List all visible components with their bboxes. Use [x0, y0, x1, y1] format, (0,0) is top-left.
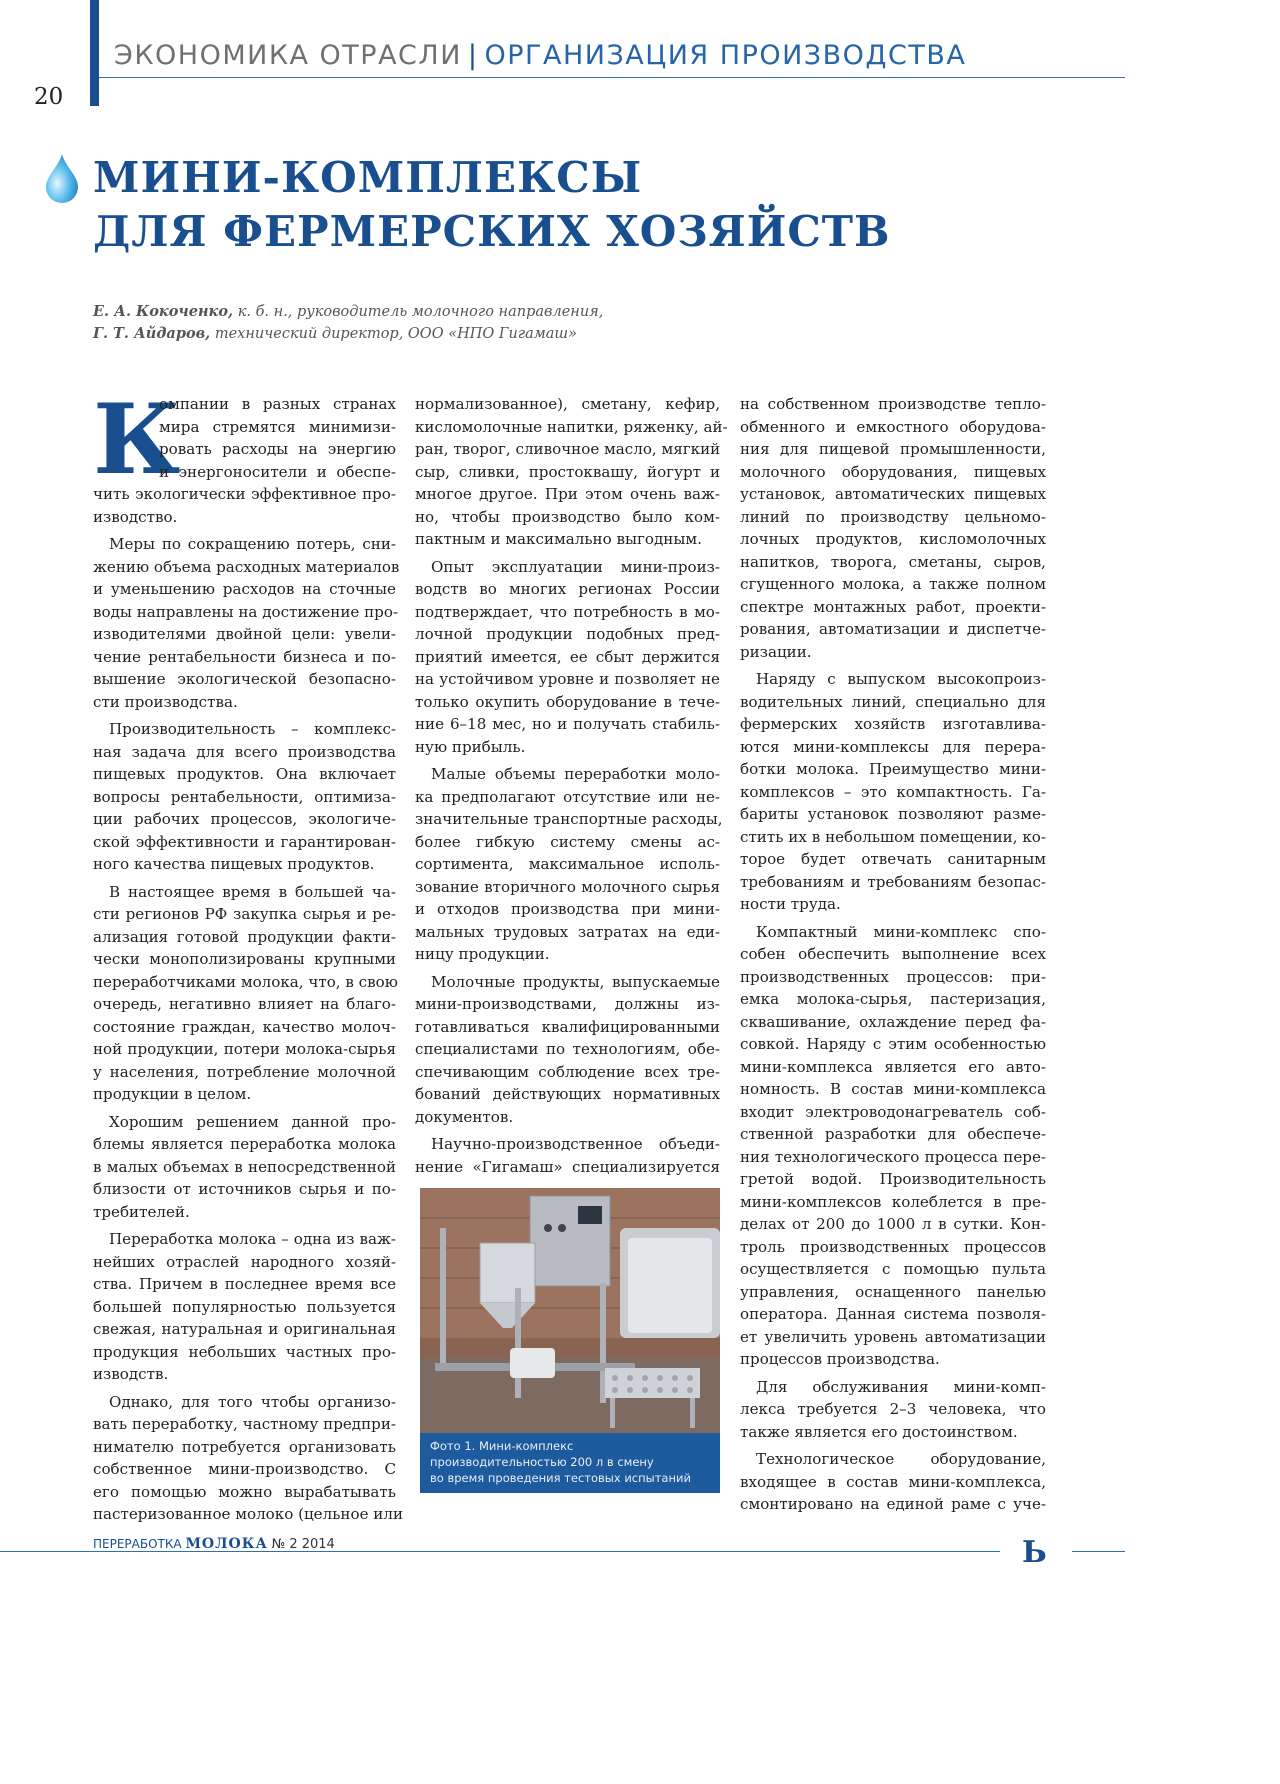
col1-line: вопросы рентабельности, оптимиза-: [93, 787, 396, 806]
title-line-2: ДЛЯ ФЕРМЕРСКИХ ХОЗЯЙСТВ: [93, 207, 891, 256]
col3-line: входит электроводонагреватель соб-: [740, 1102, 1046, 1121]
col1-line: в малых объемах в непосредственной: [93, 1157, 396, 1176]
caption-line-3: во время проведения тестовых испытаний: [430, 1471, 691, 1485]
col3-line: ния для пищевой промышленности,: [740, 440, 1046, 458]
logo-glyph: Ь: [1022, 1535, 1047, 1568]
col2-line: документов.: [415, 1107, 514, 1126]
col1-line: изводителями двойной цели: увели-: [93, 625, 396, 643]
col2-line: лочной продукции подобных пред-: [415, 625, 720, 643]
col2-line: сортимента, максимальное исполь-: [415, 855, 720, 873]
col3-line: смонтировано на единой раме с уче-: [740, 1495, 1046, 1513]
col1-line: пищевых продуктов. Она включает: [93, 765, 396, 783]
col1-line: его помощью можно вырабатывать: [93, 1482, 396, 1501]
col3-line: делах от 200 до 1000 л в сутки. Кон-: [740, 1215, 1046, 1233]
col1-line: свежая, натуральная и оригинальная: [93, 1320, 396, 1338]
col3-line: лекса требуется 2–3 человека, что: [740, 1400, 1046, 1418]
col1-line: мира стремятся минимизи-: [159, 417, 396, 436]
col2-line: мини-производствами, должны из-: [415, 995, 720, 1013]
col2-line: на устойчивом уровне и позволяет не: [415, 670, 720, 688]
col3-line: сквашивание, охлаждение перед фа-: [740, 1012, 1046, 1031]
col2-line: специалистами по технологиям, обе-: [415, 1040, 720, 1058]
col3-line: процессов производства.: [740, 1350, 940, 1368]
col3-line: Компактный мини-комплекс спо-: [756, 922, 1046, 941]
col1-line: ства. Причем в последнее время все: [93, 1275, 396, 1293]
col1-line: продукции в целом.: [93, 1085, 252, 1103]
col3-line: напитков, творога, сметаны, сыров,: [740, 552, 1046, 571]
col2-line: более гибкую систему смены ас-: [415, 832, 720, 851]
col2-line: Опыт эксплуатации мини-произ-: [431, 557, 720, 576]
col1-line: близости от источников сырья и по-: [93, 1180, 396, 1198]
col1-line: Переработка молока – одна из важ-: [109, 1230, 396, 1248]
col2-line: значительные транспортные расходы,: [415, 810, 723, 828]
col3-line: на собственном производстве тепло-: [740, 395, 1046, 413]
authors: [93, 301, 603, 345]
col3-line: установок, автоматических пищевых: [740, 485, 1046, 503]
col1-line: изводство.: [93, 507, 178, 526]
col3-line: емка молока-сырья, пастеризация,: [740, 990, 1046, 1008]
col1-line: ской эффективности и гарантирован-: [93, 832, 396, 851]
issue-number: № 2 2014: [271, 1537, 335, 1552]
col3-line: ния технологического процесса пере-: [740, 1147, 1046, 1166]
col2-line: Малые объемы переработки моло-: [431, 765, 720, 783]
col1-line: чить экологически эффективное про-: [93, 485, 396, 503]
col2-line: нение «Гигамаш» специализируется: [415, 1157, 720, 1176]
section-header: [114, 40, 966, 71]
col3-line: фермерских хозяйств изготавлива-: [740, 715, 1046, 733]
col2-line: водств во многих регионах России: [415, 580, 720, 598]
col1-line: чески монополизированы крупными: [93, 950, 396, 968]
equipment-photo: [420, 1188, 720, 1433]
col3-line: также является его достоинством.: [740, 1422, 1018, 1441]
col3-line: производственных процессов: при-: [740, 967, 1046, 986]
drop-cap: К: [93, 383, 181, 496]
col1-line: Хорошим решением данной про-: [109, 1112, 396, 1131]
col3-line: ризации.: [740, 642, 812, 661]
photo-caption: [430, 1438, 715, 1486]
title-line-1: МИНИ-КОМПЛЕКСЫ: [93, 153, 643, 202]
publisher-logo: [1000, 1530, 1072, 1568]
col1-line: жению объема расходных материалов: [93, 557, 400, 576]
col3-line: обменного и емкостного оборудова-: [740, 417, 1046, 436]
col3-line: собен обеспечить выполнение всех: [740, 945, 1046, 963]
col3-line: молочного оборудования, пищевых: [740, 462, 1046, 481]
col3-line: мини-комплексов колеблется в пре-: [740, 1192, 1046, 1211]
col2-line: Научно-производственное объеди-: [431, 1135, 720, 1153]
col3-line: ности труда.: [740, 895, 841, 913]
col3-line: ственной разработки для обеспече-: [740, 1125, 1046, 1143]
col3-line: совкой. Наряду с этим особенностью: [740, 1035, 1046, 1053]
section-left: ЭКОНОМИКА ОТРАСЛИ: [114, 40, 462, 71]
col1-line: пастеризованное молоко (цельное или: [93, 1505, 404, 1523]
col3-line: Технологическое оборудование,: [756, 1450, 1046, 1468]
col1-line: ной продукции, потери молока-сырья: [93, 1040, 396, 1058]
col2-line: ние 6–18 мес, но и получать стабиль-: [415, 715, 720, 733]
col2-line: Молочные продукты, выпускаемые: [431, 972, 720, 991]
col3-line: торое будет отвечать санитарным: [740, 850, 1046, 868]
section-right: ОРГАНИЗАЦИЯ ПРОИЗВОДСТВА: [484, 40, 967, 71]
col1-line: сти регионов РФ закупка сырья и ре-: [93, 905, 396, 923]
col3-line: водительных линий, специально для: [740, 692, 1046, 711]
col1-line: вать переработку, частному предпри-: [93, 1415, 396, 1433]
col2-line: бований действующих нормативных: [415, 1085, 720, 1103]
col1-line: ровать расходы на энергию: [159, 440, 396, 458]
text-column-3: [740, 393, 1046, 1516]
col2-line: ную прибыль.: [415, 737, 526, 756]
col3-line: рования, автоматизации и диспетче-: [740, 620, 1046, 638]
col2-line: мальных трудовых затратах на еди-: [415, 922, 720, 941]
col1-line: ализация готовой продукции факти-: [93, 927, 396, 946]
col2-line: ран, творог, сливочное масло, мягкий: [415, 440, 721, 458]
text-column-2: [415, 393, 728, 1178]
author-1-role: к. б. н., руководитель молочного направления,: [237, 304, 604, 320]
magazine-prefix: ПЕРЕРАБОТКА: [93, 1537, 182, 1551]
col2-line: зование вторичного молочного сырья: [415, 877, 720, 896]
col3-line: требованиям и требованиям безопас-: [740, 872, 1046, 891]
col1-line: и уменьшению расходов на сточные: [93, 580, 396, 598]
col3-line: лочных продуктов, кисломолочных: [740, 530, 1046, 548]
col3-line: Наряду с выпуском высокопроиз-: [756, 670, 1046, 688]
col1-line: ции рабочих процессов, экологиче-: [93, 810, 396, 828]
author-1-name: Е. А. Кокоченко,: [93, 303, 234, 320]
author-2-name: Г. Т. Айдаров,: [93, 325, 211, 342]
col1-line: ная задача для всего производства: [93, 742, 396, 761]
col2-line: и отходов производства при мини-: [415, 900, 720, 918]
col2-line: спечивающим соблюдение всех тре-: [415, 1062, 720, 1081]
col1-line: блемы является переработка молока: [93, 1135, 396, 1153]
col3-line: ет увеличить уровень автоматизации: [740, 1327, 1046, 1346]
col2-line: ницу продукции.: [415, 945, 550, 963]
col2-line: многое другое. При этом очень важ-: [415, 485, 720, 503]
col1-line: нейших отраслей народного хозяй-: [93, 1252, 396, 1271]
col3-line: бариты установок позволяют разме-: [740, 805, 1046, 823]
col3-line: оператора. Данная система позволя-: [740, 1305, 1046, 1323]
col3-line: управления, оснащенного панелью: [740, 1282, 1046, 1301]
col2-line: кисломолочные напитки, ряженку, ай-: [415, 417, 728, 436]
col3-line: мини-комплекса является его авто-: [740, 1057, 1046, 1076]
col1-line: и энергоносители и обеспе-: [159, 462, 396, 481]
col1-line: продукция небольших частных про-: [93, 1342, 396, 1361]
col3-line: осуществляется с помощью пульта: [740, 1260, 1046, 1278]
footer: [93, 1536, 335, 1552]
col1-line: чение рентабельности бизнеса и по-: [93, 647, 396, 666]
header-rule: [99, 77, 1125, 78]
col1-line: Однако, для того чтобы организо-: [109, 1392, 396, 1411]
article-title: [93, 151, 891, 259]
col2-line: ка предполагают отсутствие или не-: [415, 787, 720, 806]
author-2-role: технический директор, ООО «НПО Гигамаш»: [214, 326, 578, 342]
col3-line: комплексов – это компактность. Га-: [740, 782, 1046, 801]
col1-line: воды направлены на достижение про-: [93, 602, 399, 621]
col1-line: большей популярностью пользуется: [93, 1297, 396, 1316]
col1-line: очередь, негативно влияет на благо-: [93, 995, 396, 1013]
header-accent-bar: [90, 0, 99, 106]
col1-line: омпании в разных странах: [159, 395, 396, 413]
col1-line: у населения, потребление молочной: [93, 1062, 396, 1081]
col3-line: гретой водой. Производительность: [740, 1170, 1046, 1188]
col1-line: требителей.: [93, 1202, 190, 1221]
col2-line: подтверждает, что потребность в мо-: [415, 602, 720, 621]
col1-line: нимателю потребуется организовать: [93, 1437, 396, 1456]
col3-line: линий по производству цельномо-: [740, 507, 1046, 526]
col1-line: Меры по сокращению потерь, сни-: [109, 535, 396, 553]
col2-line: но, чтобы производство было ком-: [415, 507, 720, 526]
col1-line: изводств.: [93, 1365, 169, 1383]
col3-line: Для обслуживания мини-комп-: [756, 1377, 1046, 1396]
page-number: 20: [34, 84, 64, 110]
col2-line: нормализованное), сметану, кефир,: [415, 395, 720, 413]
col2-line: готавливаться квалифицированными: [415, 1017, 720, 1036]
col1-line: сти производства.: [93, 692, 238, 711]
col1-line: Производительность – комплекс-: [109, 720, 396, 738]
col2-line: приятий имеется, ее сбыт держится: [415, 647, 720, 666]
col3-line: стить их в небольшом помещении, ко-: [740, 827, 1046, 846]
col3-line: ются мини-комплексы для перера-: [740, 737, 1046, 756]
caption-line-2: производительностью 200 л в смену: [430, 1455, 654, 1469]
col1-line: собственное мини-производство. С: [93, 1460, 396, 1478]
col3-line: номность. В состав мини-комплекса: [740, 1080, 1046, 1098]
water-drop-icon: [42, 152, 82, 208]
col1-line: В настоящее время в большей ча-: [109, 882, 396, 901]
text-column-1: [93, 383, 404, 1526]
col3-line: входящее в состав мини-комплекса,: [740, 1472, 1046, 1491]
col2-line: только окупить оборудование в тече-: [415, 692, 720, 711]
col2-line: сыр, сливки, простоквашу, йогурт и: [415, 462, 720, 481]
col3-line: спектре монтажных работ, проекти-: [740, 597, 1046, 616]
col3-line: сгущенного молока, а также полном: [740, 575, 1046, 593]
caption-line-1: Фото 1. Мини-комплекс: [430, 1439, 574, 1453]
col3-line: ботки молока. Преимущество мини-: [740, 760, 1046, 778]
col3-line: троль производственных процессов: [740, 1237, 1046, 1256]
col1-line: ного качества пищевых продуктов.: [93, 855, 375, 873]
col1-line: вышение экологической безопасно-: [93, 670, 396, 688]
magazine-name: МОЛОКА: [185, 1536, 268, 1552]
section-separator: |: [467, 40, 479, 71]
col1-line: переработчиками молока, что, в свою: [93, 972, 398, 991]
col1-line: состояние граждан, качество молоч-: [93, 1017, 396, 1036]
col2-line: пактным и максимально выгодным.: [415, 530, 702, 548]
